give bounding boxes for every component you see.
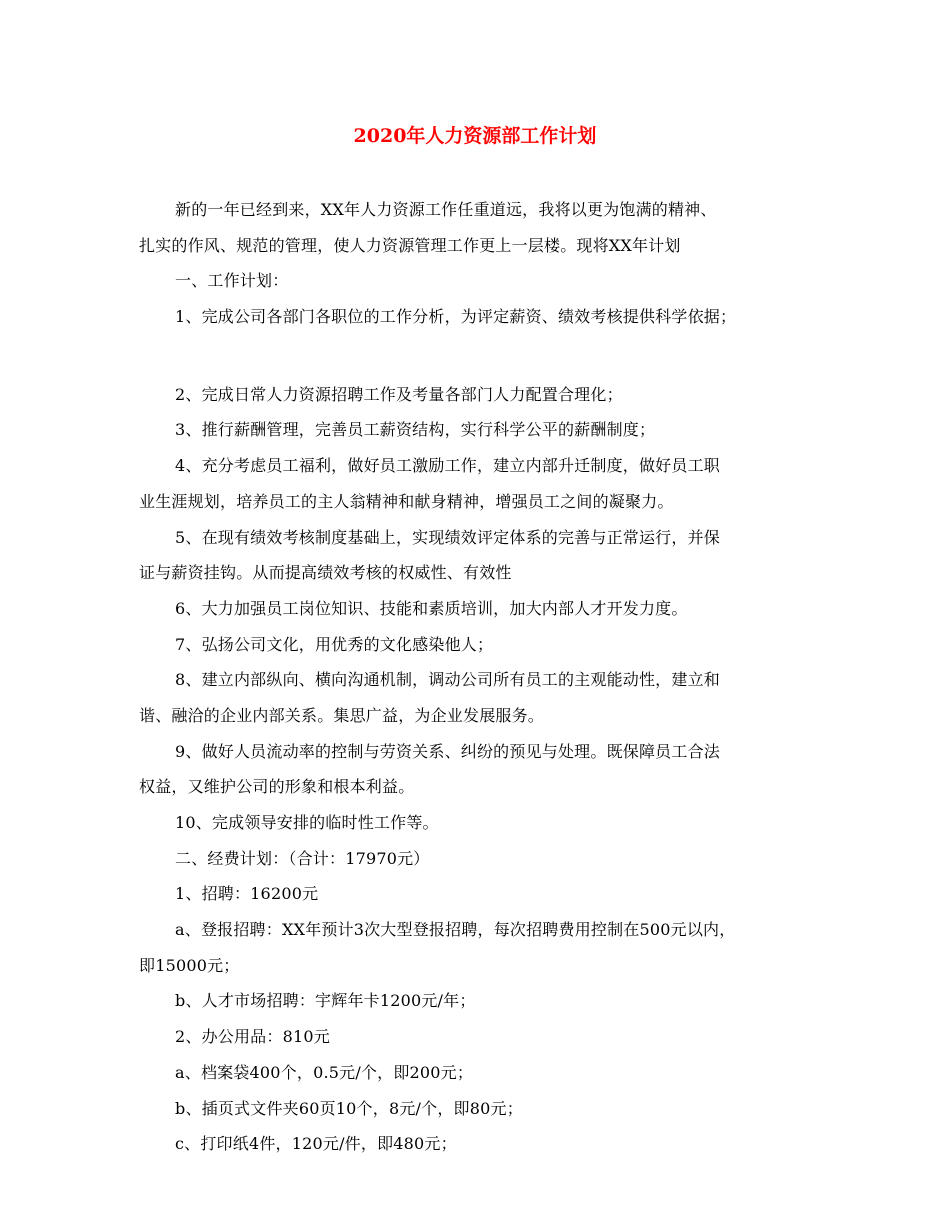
list-item-continuation: 证与薪资挂钩。从而提高绩效考核的权威性、有效性 <box>139 563 512 583</box>
document-title: 2020年人力资源部工作计划 <box>353 125 597 147</box>
list-item: 6、大力加强员工岗位知识、技能和素质培训，加大内部人才开发力度。 <box>175 598 688 618</box>
section-heading: 二、经费计划：（合计：17970元） <box>175 848 430 868</box>
budget-item: 2、办公用品：810元 <box>175 1027 330 1047</box>
list-item: 10、完成领导安排的临时性工作等。 <box>175 813 439 832</box>
budget-subitem: c、打印纸4件，120元/件，即480元； <box>175 1134 457 1154</box>
list-item: 4、充分考虑员工福利，做好员工激励工作，建立内部升迁制度，做好员工职 <box>175 456 720 476</box>
section-heading: 一、工作计划： <box>175 271 289 291</box>
list-item: 2、完成日常人力资源招聘工作及考量各部门人力配置合理化； <box>175 384 623 404</box>
list-item: 8、建立内部纵向、横向沟通机制，调动公司所有员工的主观能动性，建立和 <box>175 670 720 690</box>
list-item-continuation: 权益，又维护公司的形象和根本利益。 <box>139 777 415 797</box>
budget-subitem: a、档案袋400个，0.5元/个，即200元； <box>175 1062 474 1082</box>
list-item-continuation: 谐、融洽的企业内部关系。集思广益，为企业发展服务。 <box>139 705 545 725</box>
budget-subitem-continuation: 即15000元； <box>139 955 240 975</box>
paragraph-line: 扎实的作风、规范的管理，使人力资源管理工作更上一层楼。现将XX年计划 <box>139 235 681 255</box>
blank-spacer <box>139 335 819 377</box>
budget-item: 1、招聘：16200元 <box>175 884 319 904</box>
budget-subitem: a、登报招聘：XX年预计3次大型登报招聘，每次招聘费用控制在500元以内， <box>175 920 736 940</box>
budget-subitem: b、人才市场招聘：宇辉年卡1200元/年； <box>175 991 476 1011</box>
list-item: 5、在现有绩效考核制度基础上，实现绩效评定体系的完善与正常运行，并保 <box>175 527 720 547</box>
budget-subitem: b、插页式文件夹60页10个，8元/个，即80元； <box>175 1098 523 1118</box>
list-item: 1、完成公司各部门各职位的工作分析，为评定薪资、绩效考核提供科学依据； <box>175 307 737 327</box>
paragraph-line: 新的一年已经到来，XX年人力资源工作任重道远，我将以更为饱满的精神、 <box>175 200 717 219</box>
list-item: 7、弘扬公司文化，用优秀的文化感染他人； <box>175 634 494 654</box>
list-item: 3、推行薪酬管理，完善员工薪资结构，实行科学公平的薪酬制度； <box>175 420 656 440</box>
list-item: 9、做好人员流动率的控制与劳资关系、纠纷的预见与处理。既保障员工合法 <box>175 741 720 761</box>
list-item-continuation: 业生涯规划，培养员工的主人翁精神和献身精神，增强员工之间的凝聚力。 <box>139 491 674 511</box>
document-body <box>139 192 819 1162</box>
